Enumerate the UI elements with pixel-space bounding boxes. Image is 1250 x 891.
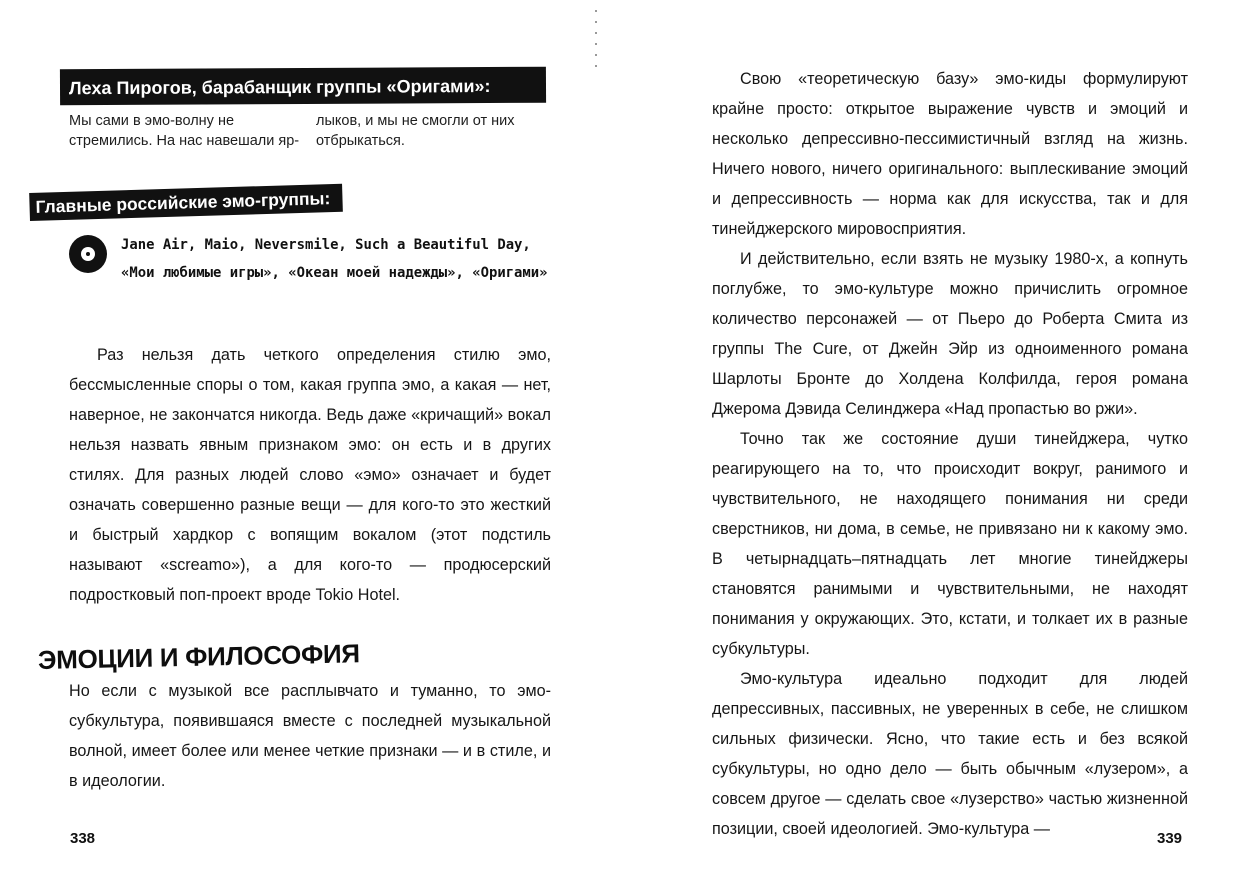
bands-list: Jane Air, Maio, Neversmile, Such a Beautiful Day, «Мои любимые игры», «Океан моей надежды», «Оригами» [121, 237, 548, 281]
section-title: ЭМОЦИИ И ФИЛОСОФИЯ [37, 638, 360, 675]
right-text-block [712, 64, 1188, 844]
left-page [0, 0, 600, 891]
page-number-right: 339 [1157, 830, 1183, 847]
right-paragraph: Точно так же состояние души тинейджера, чутко реагирующего на то, что происходит вокруг, ранимого и чувствительного, не находящего понимания ни среди сверстников, ни дома, в семье, не привязано ни к какому эмо. В четырнадцать–пятнадцать лет многие тинейджеры становятся ранимыми и чувствительными, не находят понимания у окружающих. Это, кстати, и толкает их в разные субкультуры. [712, 430, 1188, 658]
quote-header: Леха Пирогов, барабанщик группы «Оригами»: [60, 67, 546, 106]
quote-column-2: лыков, и мы не смогли от них отбрыкаться. [316, 113, 515, 149]
left-paragraph-1: Раз нельзя дать четкого определения стилю эмо, бессмысленные споры о том, какая группа эмо, а какая — нет, наверное, не закончатся никогда. Ведь даже «кричащий» вокал нельзя назвать явным признаком эмо: он есть и в других стилях. Для разных людей слово «эмо» означает и будет означать совершенно разные вещи — для кого-то это жесткий и быстрый хардкор с вопящим вокалом (этот подстиль называют «screamo»), а для кого-то — продюсерский подростковый поп-проект вроде Tokio Hotel. [69, 346, 551, 604]
vinyl-disc-icon [69, 235, 107, 273]
right-paragraph: Эмо-культура идеально подходит для людей депрессивных, пассивных, не уверенных в себе, не слишком сильных физически. Ясно, что такие есть и без всякой субкультуры, но одно дело — быть обычным «лузером», а совсем другое — сделать свое «лузерство» частью жизненной позиции, своей идеологией. Эмо-культура — [712, 670, 1188, 838]
left-paragraph-2: Но если с музыкой все расплывчато и туманно, то эмо-субкультура, появившаяся вместе с последней музыкальной волной, имеет более или менее четкие признаки — и в стиле, и в идеологии. [69, 682, 551, 790]
right-paragraph: Свою «теоретическую базу» эмо-киды формулируют крайне просто: открытое выражение чувств и эмоций и несколько депрессивно-пессимистичный взгляд на жизнь. Ничего нового, ничего оригинального: выплескивание эмоций и депрессивность — норма как для искусства, так и для тинейджерского мировосприятия. [712, 70, 1188, 238]
bands-header: Главные российские эмо-группы: [29, 184, 343, 221]
gutter-marks [594, 10, 598, 120]
page-number-left: 338 [70, 830, 96, 847]
right-page [640, 0, 1250, 891]
quote-column-1: Мы сами в эмо-волну не стремились. На нас навешали яр- [69, 113, 300, 149]
right-paragraph: И действительно, если взять не музыку 1980-х, а копнуть поглубже, то эмо-культуре можно причислить огромное количество персонажей — от Пьеро до Роберта Смита из группы The Cure, от Джейн Эйр из одноименного романа Шарлоты Бронте до Холдена Колфилда, героя романа Джерома Дэвида Селинджера «Над пропастью во ржи». [712, 250, 1188, 418]
